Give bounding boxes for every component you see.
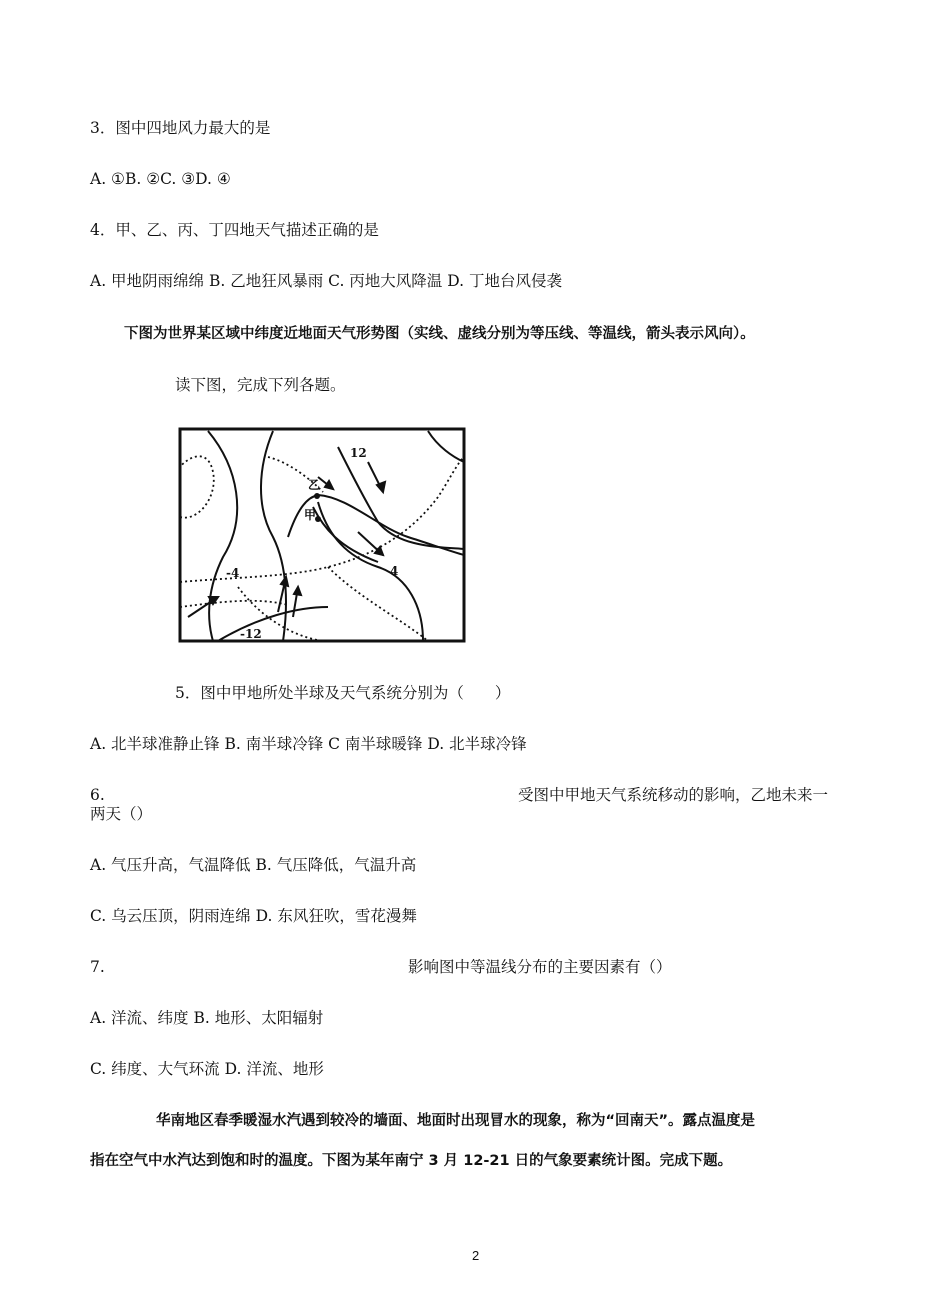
label-jia: 甲 bbox=[304, 508, 317, 522]
question-4-stem: 4．甲、乙、丙、丁四地天气描述正确的是 bbox=[90, 221, 379, 239]
section-intro-2-line-1: 华南地区春季暖湿水汽遇到较冷的墙面、地面时出现冒水的现象，称为“回南天”。露点温度是 bbox=[156, 1113, 756, 1129]
question-7-stem: 影响图中等温线分布的主要因素有（） bbox=[408, 958, 672, 976]
section-intro: 下图为世界某区域中纬度近地面天气形势图（实线、虚线分别为等压线、等温线，箭头表示风向）。 bbox=[124, 326, 755, 342]
map-frame bbox=[180, 429, 464, 641]
weather-map bbox=[178, 427, 466, 643]
question-3-stem: 3．图中四地风力最大的是 bbox=[90, 119, 271, 137]
question-6-stem-wrap: 两天（） bbox=[90, 805, 153, 823]
question-6-options-1: A. 气压升高，气温降低 B. 气压降低，气温升高 bbox=[90, 856, 417, 874]
section-intro-2-line-2: 指在空气中水汽达到饱和时的温度。下图为某年南宁 3 月 12-21 日的气象要素统计图。完成下题。 bbox=[90, 1153, 733, 1169]
question-6-stem: 受图中甲地天气系统移动的影响，乙地未来一 bbox=[518, 786, 829, 804]
question-7-options-2: C. 纬度、大气环流 D. 洋流、地形 bbox=[90, 1060, 324, 1078]
label-yi: 乙 bbox=[308, 478, 321, 492]
label-minus4: -4 bbox=[226, 566, 240, 580]
label-12: 12 bbox=[350, 446, 367, 460]
question-6-options-2: C. 乌云压顶，阴雨连绵 D. 东风狂吹，雪花漫舞 bbox=[90, 907, 417, 925]
page-number: 2 bbox=[472, 1248, 480, 1263]
label-minus12: -12 bbox=[240, 627, 262, 641]
label-4: 4 bbox=[390, 564, 399, 578]
point-yi bbox=[314, 493, 320, 499]
question-5-options: A. 北半球准静止锋 B. 南半球冷锋 C 南半球暖锋 D. 北半球冷锋 bbox=[90, 735, 527, 753]
question-4-options: A. 甲地阴雨绵绵 B. 乙地狂风暴雨 C. 丙地大风降温 D. 丁地台风侵袭 bbox=[90, 272, 562, 290]
section-instruction: 读下图，完成下列各题。 bbox=[175, 376, 346, 394]
question-6-number: 6. bbox=[90, 786, 105, 804]
question-3-options: A. ①B. ②C. ③D. ④ bbox=[90, 170, 231, 188]
question-5-stem: 5．图中甲地所处半球及天气系统分别为（ ） bbox=[175, 684, 511, 702]
question-7-options-1: A. 洋流、纬度 B. 地形、太阳辐射 bbox=[90, 1009, 324, 1027]
question-7-number: 7. bbox=[90, 958, 105, 976]
